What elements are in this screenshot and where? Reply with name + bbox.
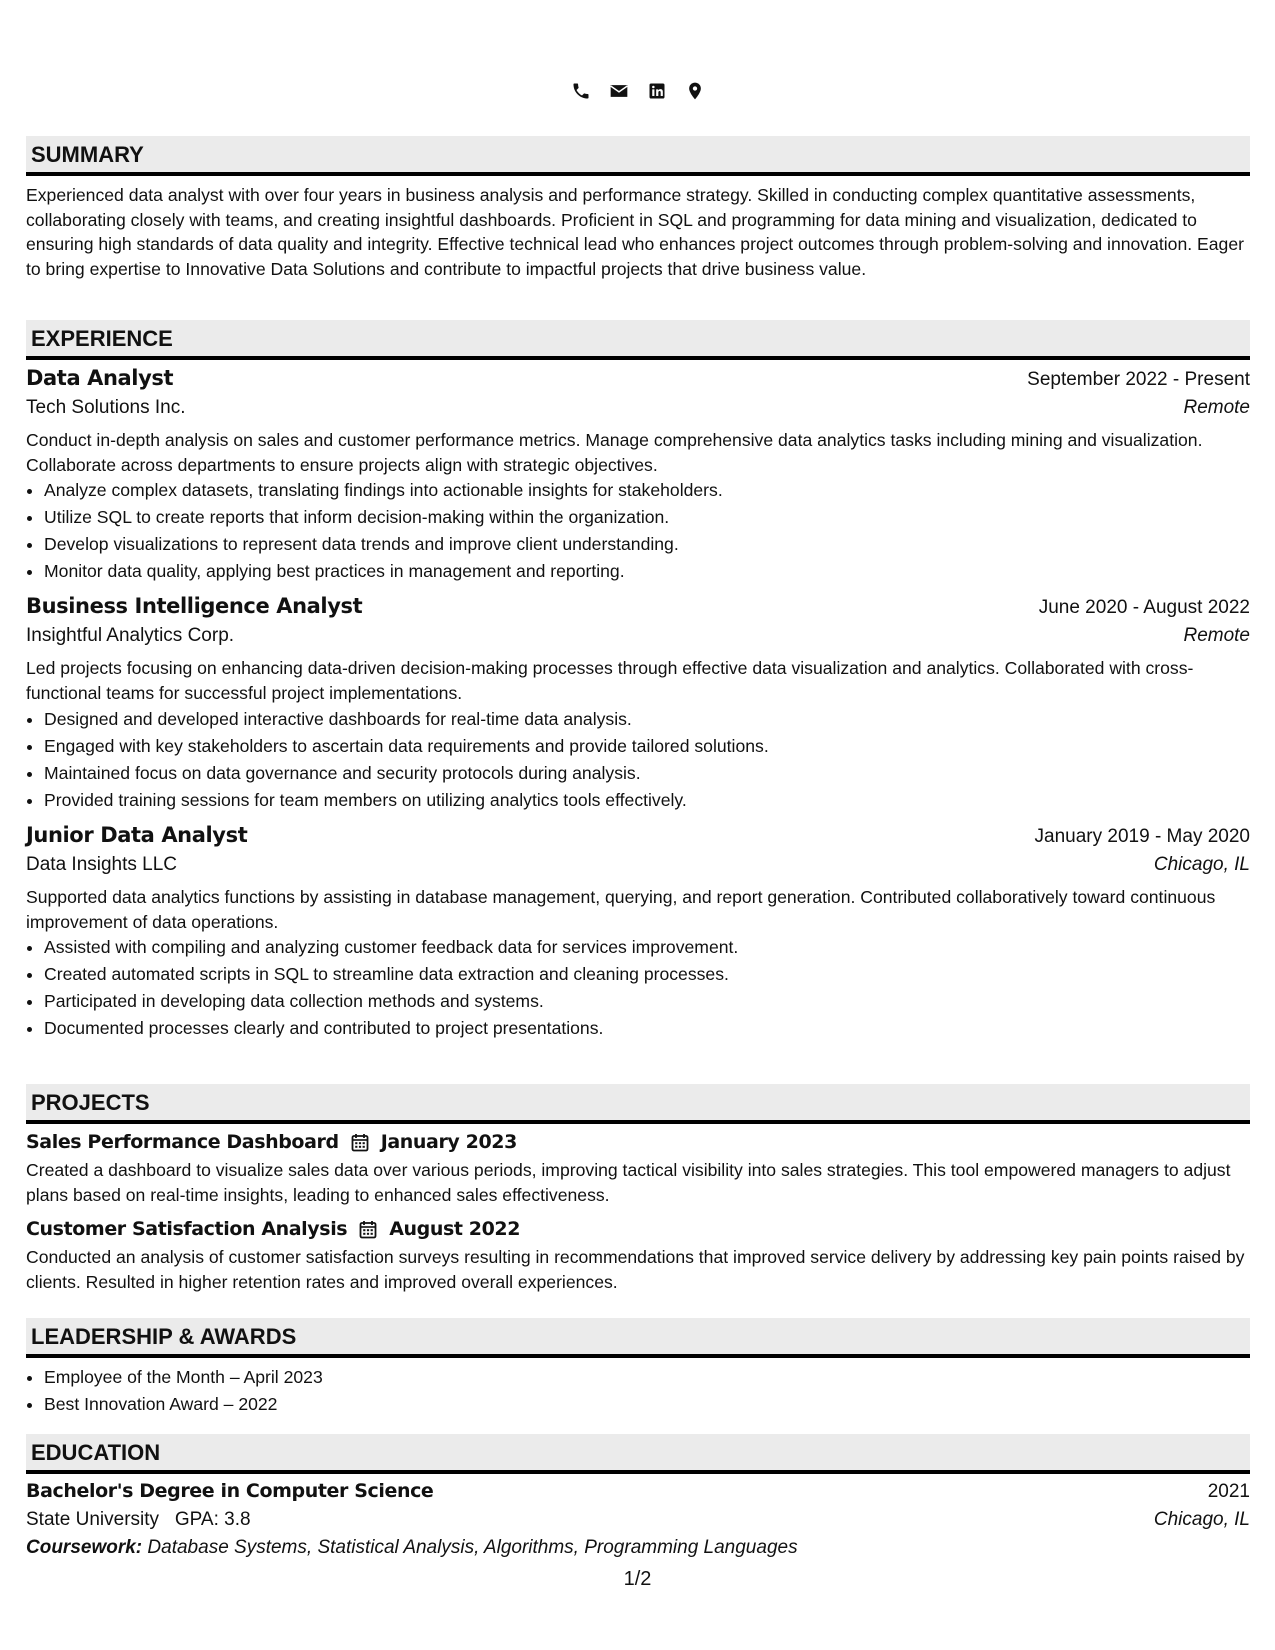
section-heading: LEADERSHIP & AWARDS bbox=[26, 1318, 1250, 1358]
school-name: State University bbox=[26, 1509, 160, 1530]
job-title: Junior Data Analyst bbox=[26, 822, 248, 847]
project-text: Conducted an analysis of customer satisfaction surveys resulting in recommendations that improved service delivery by addressing key pain points raised by clients. Resulted in higher retention rates and improved overall experiences. bbox=[26, 1247, 1245, 1293]
job-location: Remote bbox=[1183, 625, 1250, 647]
job-description: Supported data analytics functions by assisting in database management, querying, and report generation. Contributed collaboratively toward continuous improvement of data operations. bbox=[26, 886, 1216, 932]
company-name: Data Insights LLC bbox=[26, 853, 178, 875]
section-heading: PROJECTS bbox=[26, 1084, 1250, 1124]
project-title: Sales Performance Dashboard bbox=[26, 1131, 339, 1153]
degree-title: Bachelor's Degree in Computer Science bbox=[26, 1480, 434, 1502]
list-item: • Monitor data quality, applying best practices in management and reporting. bbox=[44, 558, 1250, 585]
job-bullets bbox=[26, 706, 1250, 814]
list-item: • Employee of the Month – April 2023 bbox=[44, 1364, 1250, 1391]
linkedin-icon[interactable] bbox=[647, 81, 667, 101]
project-date: August 2022 bbox=[389, 1218, 521, 1241]
job-bullets bbox=[26, 477, 1250, 585]
page-number: 1/2 bbox=[623, 1568, 652, 1590]
list-item: • Engaged with key stakeholders to ascertain data requirements and provide tailored solutions. bbox=[44, 733, 1250, 760]
list-item: • Documented processes clearly and contributed to project presentations. bbox=[44, 1015, 1250, 1042]
project-date: January 2023 bbox=[380, 1131, 517, 1153]
job-bullets bbox=[26, 934, 1250, 1042]
company-name: Insightful Analytics Corp. bbox=[26, 625, 235, 647]
email-icon[interactable] bbox=[609, 81, 629, 101]
job-entry bbox=[26, 594, 1250, 813]
job-location: Chicago, IL bbox=[1153, 853, 1250, 875]
list-item: • Maintained focus on data governance and security protocols during analysis. bbox=[44, 760, 1250, 787]
list-item: • Analyze complex datasets, translating findings into actionable insights for stakeholders. bbox=[44, 477, 1250, 504]
school-location: Chicago, IL bbox=[1153, 1509, 1250, 1530]
list-item: • Best Innovation Award – 2022 bbox=[44, 1391, 1250, 1418]
job-entry bbox=[26, 823, 1250, 1042]
job-dates: January 2019 - May 2020 bbox=[1034, 825, 1250, 847]
gpa: GPA: 3.8 bbox=[174, 1509, 251, 1530]
section-heading: EDUCATION bbox=[26, 1434, 1250, 1474]
job-title: Data Analyst bbox=[26, 366, 174, 390]
coursework-list: Database Systems, Statistical Analysis, Algorithms, Programming Languages bbox=[147, 1537, 798, 1558]
job-description: Conduct in-depth analysis on sales and customer performance metrics. Manage comprehensive data analytics tasks including mining and visualization. Collaborate across departments to ensure projects align with strategic objectives. bbox=[26, 430, 1203, 475]
awards-section bbox=[26, 1318, 1250, 1418]
contact-icons bbox=[26, 78, 1250, 104]
calendar-icon bbox=[351, 1133, 369, 1152]
list-item: • Assisted with compiling and analyzing customer feedback data for services improvement. bbox=[44, 934, 1250, 961]
coursework-label: Coursework: bbox=[26, 1537, 143, 1558]
project-entry bbox=[26, 1218, 1250, 1294]
awards-list bbox=[26, 1364, 1250, 1418]
experience-section bbox=[26, 320, 1250, 1042]
summary-section bbox=[26, 136, 1250, 282]
project-title: Customer Satisfaction Analysis bbox=[26, 1218, 348, 1241]
job-entry bbox=[26, 366, 1250, 585]
list-item: • Participated in developing data collection methods and systems. bbox=[44, 988, 1250, 1015]
job-description: Led projects focusing on enhancing data-driven decision-making processes through effective data visualization and analytics. Collaborated with cross-functional teams for successful project implementations. bbox=[26, 658, 1194, 704]
projects-section bbox=[26, 1084, 1250, 1295]
calendar-icon bbox=[359, 1220, 377, 1239]
location-icon[interactable] bbox=[685, 81, 705, 101]
summary-text: Experienced data analyst with over four years in business analysis and performance strategy. Skilled in conducting complex quantitative assessments, collaborating closely with teams, and creating insightful dashboards. Proficient in SQL and programming for data mining and visualization, dedicated to ensuring high standards of data quality and integrity. Effective technical lead who enhances project outcomes through problem-solving and innovation. Eager to bring expertise to Innovative Data Solutions and contribute to impactful projects that drive business value. bbox=[26, 185, 1244, 280]
section-heading: EXPERIENCE bbox=[26, 320, 1250, 360]
job-title: Business Intelligence Analyst bbox=[26, 594, 363, 619]
list-item: • Provided training sessions for team members on utilizing analytics tools effectively. bbox=[44, 787, 1250, 814]
list-item: • Created automated scripts in SQL to streamline data extraction and cleaning processes. bbox=[44, 961, 1250, 988]
section-heading: SUMMARY bbox=[26, 136, 1250, 176]
project-entry bbox=[26, 1131, 1250, 1207]
job-location: Remote bbox=[1183, 397, 1250, 418]
list-item: • Develop visualizations to represent data trends and improve client understanding. bbox=[44, 531, 1250, 558]
coursework-line bbox=[26, 1537, 1250, 1559]
project-text: Created a dashboard to visualize sales data over various periods, improving tactical visibility into sales strategies. This tool empowered managers to adjust plans based on real-time insights, leading to enhanced sales effectiveness. bbox=[26, 1160, 1231, 1205]
list-item: • Designed and developed interactive dashboards for real-time data analysis. bbox=[44, 706, 1250, 733]
company-name: Tech Solutions Inc. bbox=[26, 397, 186, 418]
graduation-year: 2021 bbox=[1207, 1481, 1250, 1502]
phone-icon[interactable] bbox=[571, 81, 591, 101]
job-dates: September 2022 - Present bbox=[1027, 369, 1250, 390]
list-item: • Utilize SQL to create reports that inform decision-making within the organization. bbox=[44, 504, 1250, 531]
education-section bbox=[26, 1434, 1250, 1559]
job-dates: June 2020 - August 2022 bbox=[1038, 597, 1250, 619]
